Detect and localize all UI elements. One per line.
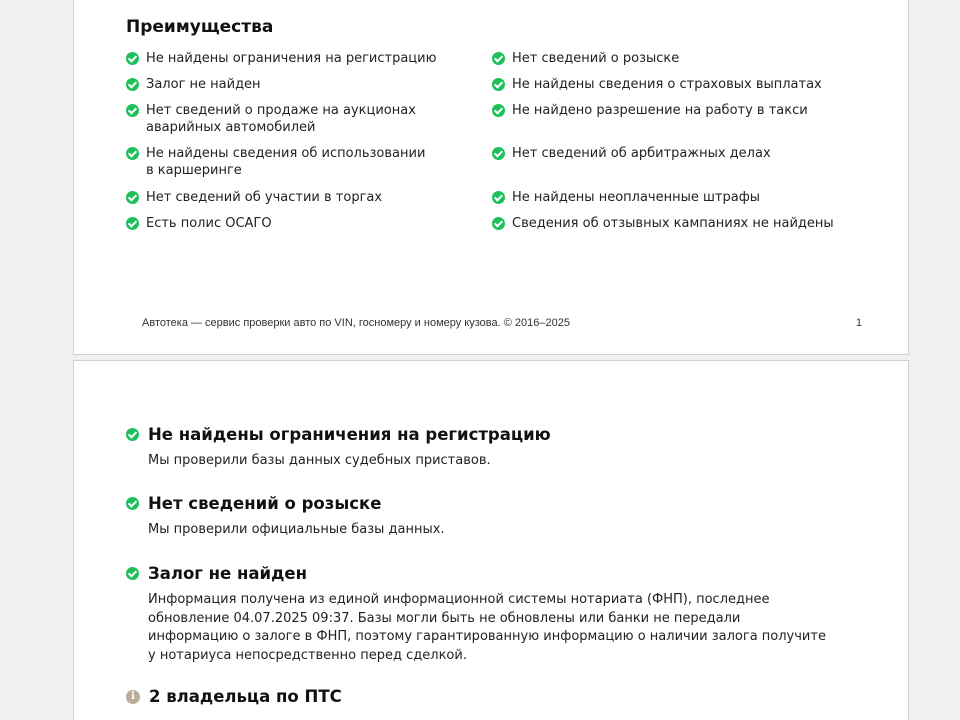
check-icon [126, 104, 139, 117]
check-icon [126, 217, 139, 230]
check-icon [492, 78, 505, 91]
check-icon [492, 104, 505, 117]
detail-section [126, 494, 826, 540]
detail-section [126, 687, 826, 706]
check-icon [492, 217, 505, 230]
page-number: 1 [855, 317, 862, 329]
report-page-2 [73, 360, 909, 720]
advantages-title: Преимущества [126, 17, 274, 37]
detail-section [126, 564, 826, 665]
advantage-item [126, 189, 491, 206]
advantage-text: Не найдены ограничения на регистрацию [146, 51, 437, 66]
advantage-text: Не найдены неоплаченные штрафы [512, 190, 761, 205]
advantage-text: Есть полис ОСАГО [146, 216, 272, 231]
advantage-item [126, 215, 491, 232]
check-icon [126, 497, 139, 510]
detail-title: 2 владельца по ПТС [149, 687, 342, 706]
advantage-text: Нет сведений об участии в торгах [146, 190, 383, 205]
advantage-item [126, 102, 491, 136]
advantage-text: Не найдено разрешение на работу в такси [512, 103, 808, 118]
advantage-item [492, 189, 857, 206]
advantage-text: Нет сведений о продаже на аукционах аварийных автомобилей [146, 103, 416, 135]
advantage-text: Залог не найден [146, 77, 261, 92]
check-icon [492, 147, 505, 160]
advantage-item [492, 145, 857, 162]
advantage-item [126, 50, 491, 67]
advantage-text: Сведения об отзывных кампаниях не найдены [512, 216, 834, 231]
check-icon [492, 52, 505, 65]
report-page-1 [73, 0, 909, 355]
detail-title: Не найдены ограничения на регистрацию [148, 425, 551, 444]
check-icon [126, 147, 139, 160]
info-icon: i [126, 690, 140, 704]
detail-description: Мы проверили официальные базы данных. [148, 522, 445, 537]
advantage-item [492, 50, 857, 67]
check-icon [492, 191, 505, 204]
detail-heading [126, 494, 826, 513]
check-icon [126, 428, 139, 441]
check-icon [126, 52, 139, 65]
detail-title: Залог не найден [148, 564, 307, 583]
detail-heading [126, 564, 826, 583]
advantage-item [492, 102, 857, 119]
advantage-text: Нет сведений об арбитражных делах [512, 146, 771, 161]
advantage-text: Не найдены сведения о страховых выплатах [512, 77, 822, 92]
advantage-item [492, 215, 857, 232]
check-icon [126, 78, 139, 91]
detail-description: Мы проверили базы данных судебных приставов. [148, 453, 491, 468]
advantage-text: Не найдены сведения об использовании в каршеринге [146, 146, 426, 178]
advantage-item [126, 145, 491, 179]
advantage-item [492, 76, 857, 93]
page-footer: Автотека — сервис проверки авто по VIN, госномеру и номеру кузова. © 2016–2025 [142, 317, 570, 329]
advantage-item [126, 76, 491, 93]
detail-section [126, 425, 826, 471]
check-icon [126, 191, 139, 204]
detail-description: Информация получена из единой информационной системы нотариата (ФНП), последнее обновление 04.07.2025 09:37. Базы могли быть не обновлены или банки не передали информацию о залоге в ФНП, поэтому гарантированную информацию о наличии залога получите у нотариуса непосредственно перед сделкой. [148, 592, 826, 663]
check-icon [126, 567, 139, 580]
advantage-text: Нет сведений о розыске [512, 51, 680, 66]
detail-heading [126, 687, 826, 706]
detail-heading [126, 425, 826, 444]
detail-title: Нет сведений о розыске [148, 494, 382, 513]
